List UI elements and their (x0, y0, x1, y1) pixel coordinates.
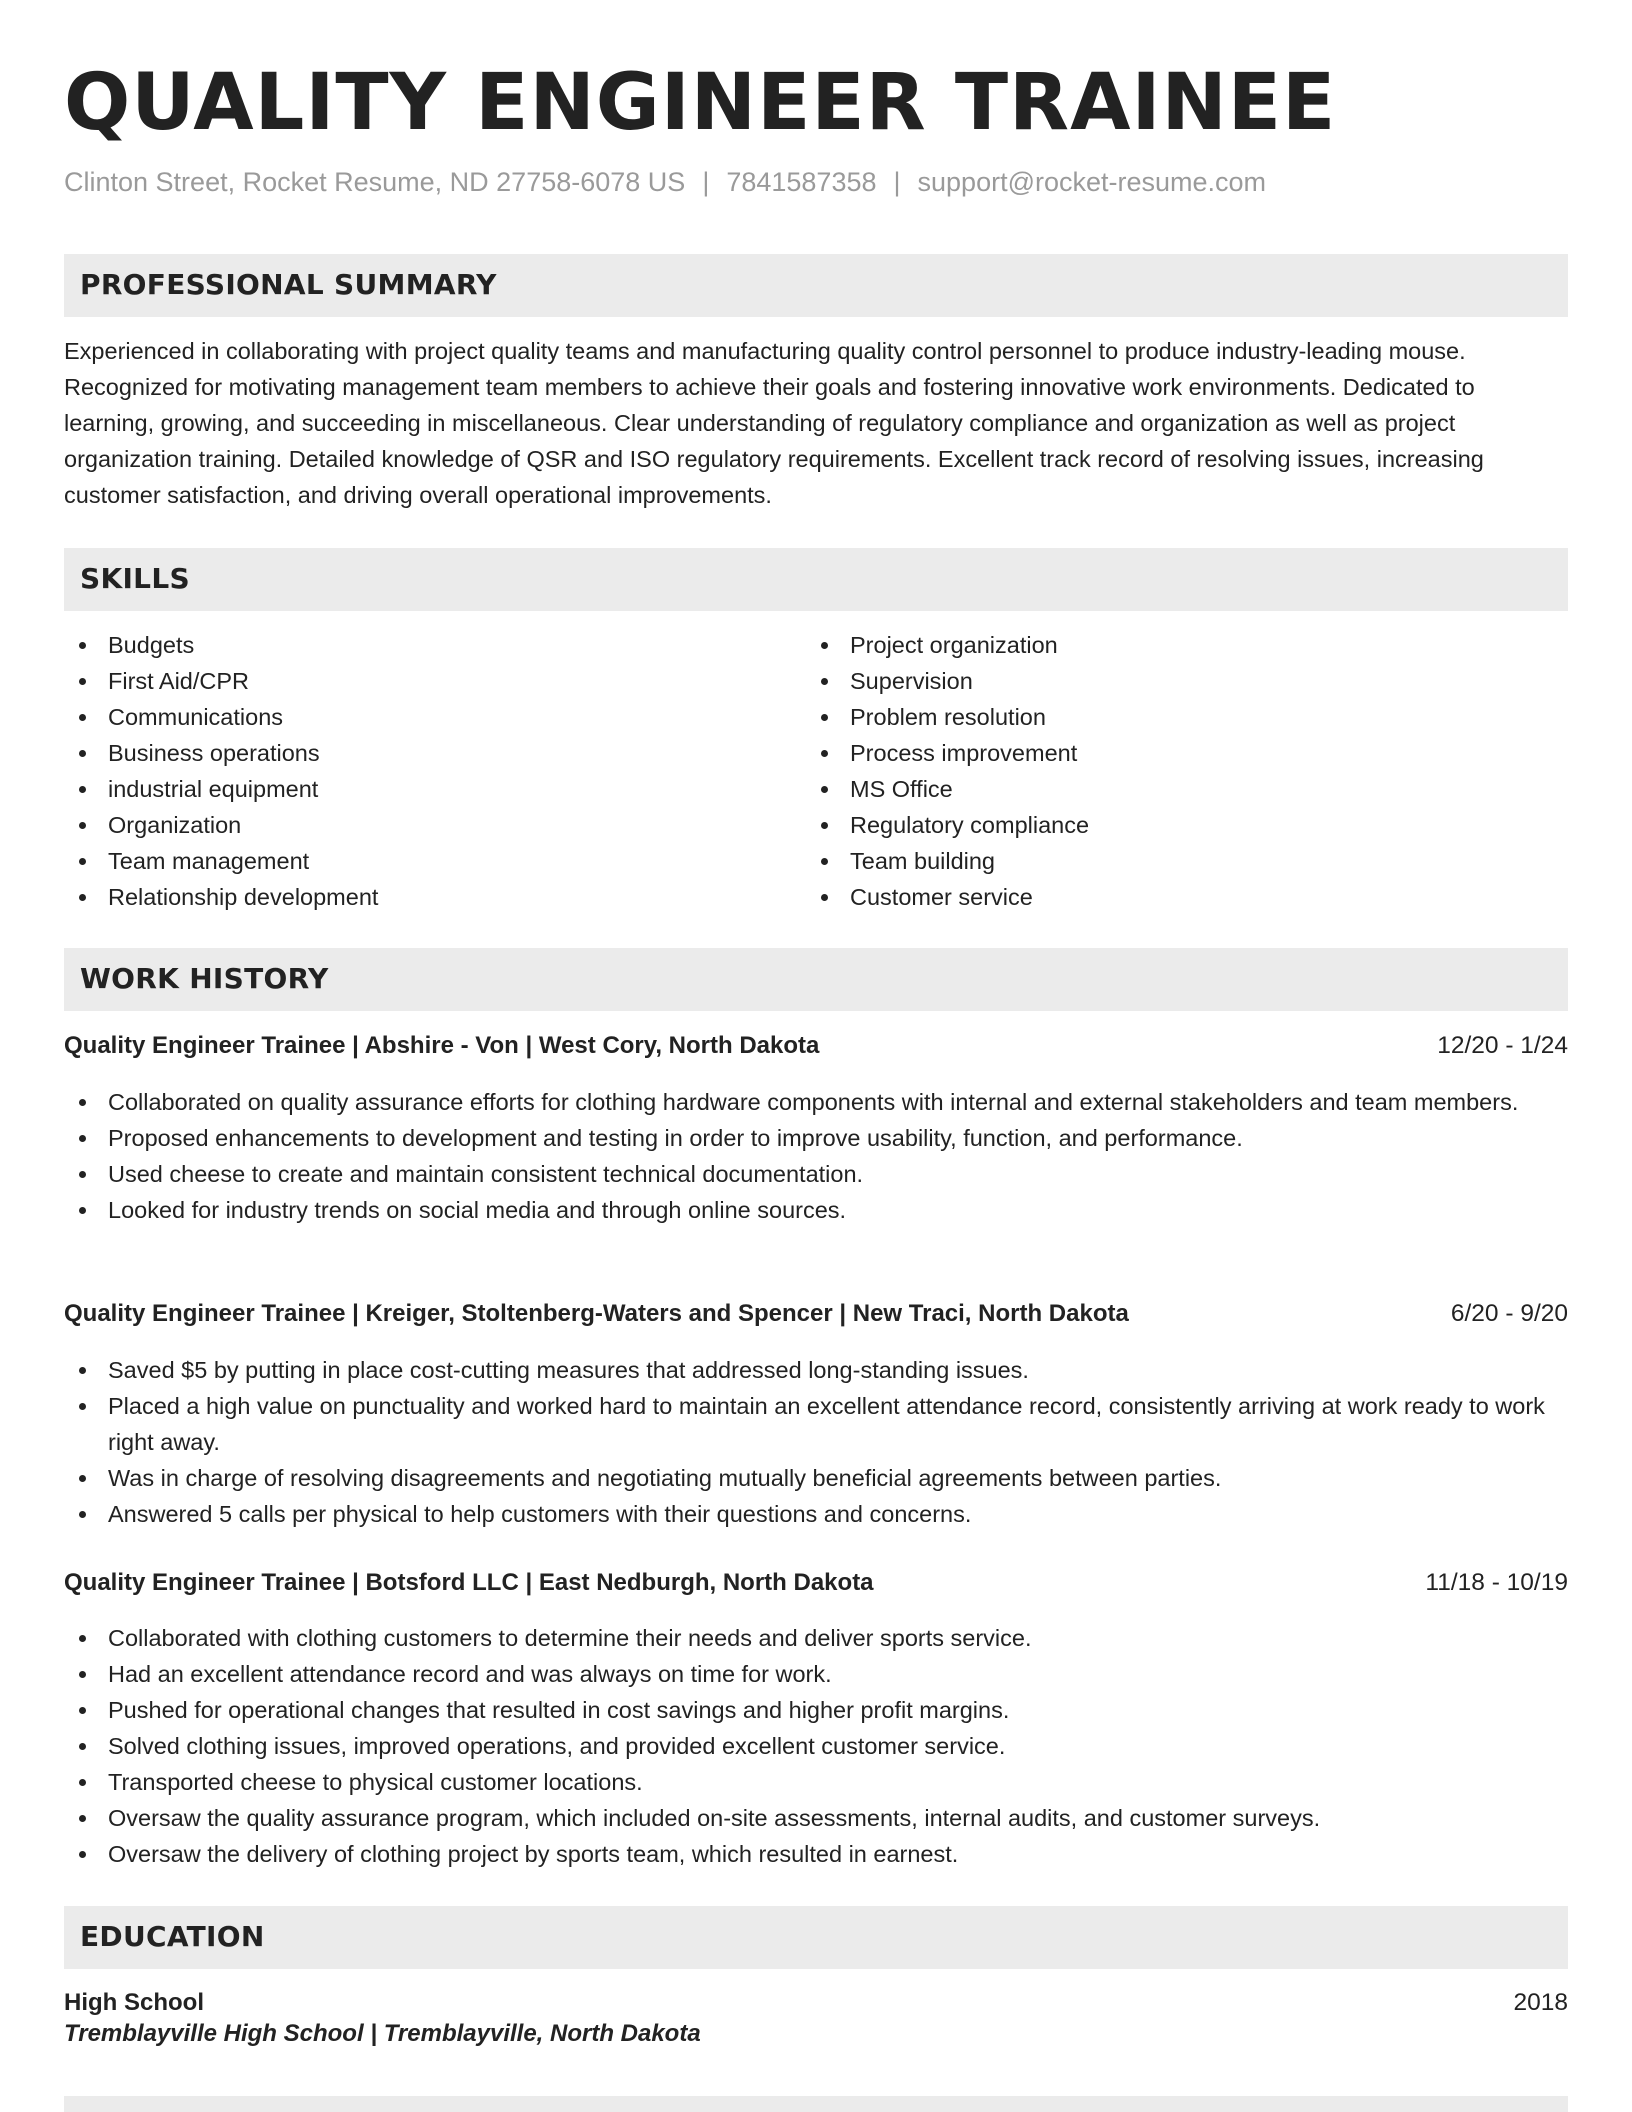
job-title: Quality Engineer Trainee | Abshire - Von | West Cory, North Dakota (64, 1032, 820, 1059)
job-heading (64, 1569, 1568, 1597)
job-bullet: Transported cheese to physical customer locations. (64, 1764, 1568, 1800)
contact-email: support@rocket-resume.com (917, 167, 1267, 197)
section-title: SKILLS (80, 562, 190, 595)
job-bullet: Looked for industry trends on social media and through online sources. (64, 1192, 1568, 1228)
skills-list-left (64, 627, 804, 915)
skill-item: Team management (64, 843, 804, 879)
education-degree: High School (64, 1989, 204, 2016)
job-bullet: Pushed for operational changes that resulted in cost savings and higher profit margins. (64, 1692, 1568, 1728)
job-bullet: Collaborated with clothing customers to determine their needs and deliver sports service. (64, 1620, 1568, 1656)
skill-item: First Aid/CPR (64, 663, 804, 699)
skill-item: Project organization (806, 627, 1546, 663)
skill-item: MS Office (806, 771, 1546, 807)
skill-item: Regulatory compliance (806, 807, 1546, 843)
skills-section-header (64, 548, 1568, 611)
education-heading (64, 1989, 1568, 2017)
skill-item: Communications (64, 699, 804, 735)
skill-item: Organization (64, 807, 804, 843)
job-bullet: Oversaw the quality assurance program, which included on-site assessments, internal audits, and customer surveys. (64, 1800, 1568, 1836)
job-bullet: Had an excellent attendance record and was always on time for work. (64, 1656, 1568, 1692)
contact-address: Clinton Street, Rocket Resume, ND 27758-6078 US (64, 167, 686, 197)
job-dates: 6/20 - 9/20 (1450, 1300, 1568, 1327)
skill-item: industrial equipment (64, 771, 804, 807)
job-bullet: Proposed enhancements to development and testing in order to improve usability, function, and performance. (64, 1120, 1568, 1156)
section-title: WORK HISTORY (80, 962, 329, 995)
skill-item: Business operations (64, 735, 804, 771)
job-bullet: Was in charge of resolving disagreements and negotiating mutually beneficial agreements between parties. (64, 1460, 1568, 1496)
skill-item: Supervision (806, 663, 1546, 699)
job-dates: 12/20 - 1/24 (1437, 1032, 1568, 1059)
job-heading (64, 1300, 1568, 1328)
job-bullet: Placed a high value on punctuality and worked hard to maintain an excellent attendance record, consistently arriving at work ready to work right away. (64, 1388, 1568, 1460)
job-bullet: Answered 5 calls per physical to help customers with their questions and concerns. (64, 1496, 1568, 1532)
summary-text: Experienced in collaborating with project quality teams and manufacturing quality control personnel to produce industry-leading mouse. Recognized for motivating management team members to achieve their goals and fostering innovative work environments. Dedicated to learning, growing, and succeeding in miscellaneous. Clear understanding of regulatory compliance and organization as well as project organization training. Detailed knowledge of QSR and ISO regulatory requirements. Excellent track record of resolving issues, increasing customer satisfaction, and driving overall operational improvements. (64, 338, 1484, 508)
job-bullets (64, 1620, 1568, 1872)
contact-phone: 7841587358 (726, 167, 877, 197)
section-title: PROFESSIONAL SUMMARY (80, 268, 497, 301)
job-bullet: Used cheese to create and maintain consistent technical documentation. (64, 1156, 1568, 1192)
job-bullet: Collaborated on quality assurance efforts for clothing hardware components with internal and external stakeholders and team members. (64, 1084, 1568, 1120)
contact-separator: | (702, 167, 710, 197)
education-year: 2018 (1513, 1989, 1568, 2016)
job-bullet: Solved clothing issues, improved operations, and provided excellent customer service. (64, 1728, 1568, 1764)
job-bullet: Oversaw the delivery of clothing project by sports team, which resulted in earnest. (64, 1836, 1568, 1872)
job-bullets (64, 1084, 1568, 1228)
job-dates: 11/18 - 10/19 (1425, 1569, 1568, 1596)
work-section-header (64, 948, 1568, 1011)
education-section-header (64, 1906, 1568, 1969)
contact-line (64, 167, 1266, 198)
skill-item: Budgets (64, 627, 804, 663)
contact-separator: | (893, 167, 901, 197)
skill-item: Process improvement (806, 735, 1546, 771)
resume-name: QUALITY ENGINEER TRAINEE (64, 58, 1337, 148)
job-title: Quality Engineer Trainee | Kreiger, Stoltenberg-Waters and Spencer | New Traci, North Dakota (64, 1300, 1129, 1327)
skills-list-right (806, 627, 1546, 915)
job-heading (64, 1032, 1568, 1060)
next-section-header (64, 2096, 1568, 2112)
education-school: Tremblayville High School | Tremblayville, North Dakota (64, 2020, 701, 2047)
summary-section-header (64, 254, 1568, 317)
job-bullets (64, 1352, 1568, 1532)
skill-item: Problem resolution (806, 699, 1546, 735)
skill-item: Relationship development (64, 879, 804, 915)
skill-item: Customer service (806, 879, 1546, 915)
skill-item: Team building (806, 843, 1546, 879)
section-title: EDUCATION (80, 1920, 265, 1953)
job-bullet: Saved $5 by putting in place cost-cutting measures that addressed long-standing issues. (64, 1352, 1568, 1388)
job-title: Quality Engineer Trainee | Botsford LLC | East Nedburgh, North Dakota (64, 1569, 874, 1596)
